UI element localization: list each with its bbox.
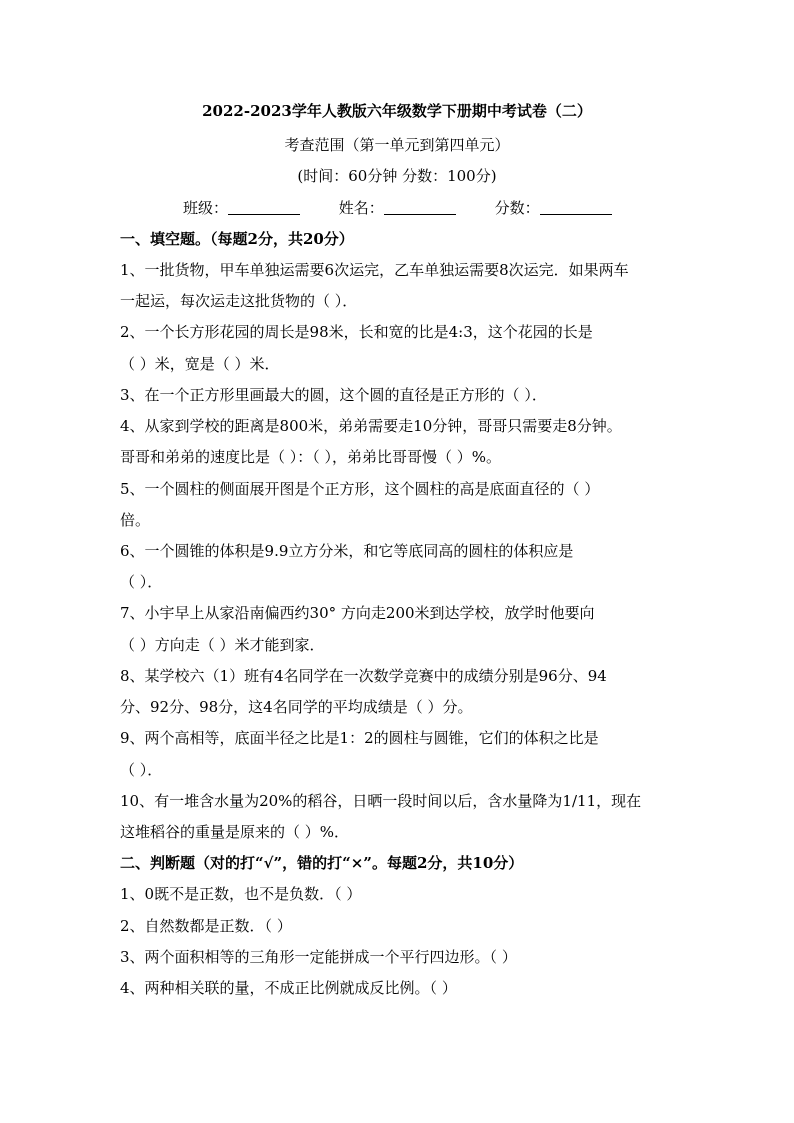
question-line: （ ）．	[120, 761, 163, 779]
question-line: 2、一个长方形花园的周长是98米，长和宽的比是4:3，这个花园的长是	[120, 323, 593, 341]
score-label: 分数：	[494, 199, 540, 217]
question-line: 3、在一个正方形里画最大的圆，这个圆的直径是正方形的（ ）．	[120, 386, 547, 404]
question-line: 9、两个高相等，底面半径之比是1：2的圆柱与圆锥，它们的体积之比是	[120, 729, 599, 747]
question-line: 10、有一堆含水量为20%的稻谷，日晒一段时间以后，含水量降为1/11，现在	[120, 792, 642, 810]
score-field	[495, 197, 612, 218]
question-line: 8、某学校六（1）班有4名同学在一次数学竞赛中的成绩分别是96分、94	[120, 667, 607, 685]
name-label: 姓名：	[338, 199, 384, 217]
question-line: 4、从家到学校的距离是800米，弟弟需要走10分钟，哥哥只需要走8分钟。	[120, 417, 622, 435]
question-line: 6、一个圆锥的体积是9.9立方分米，和它等底同高的圆柱的体积应是	[120, 542, 574, 560]
exam-title: 2022-2023学年人教版六年级数学下册期中考试卷（二）	[202, 102, 592, 120]
exam-time-info: (时间：60分钟 分数：100分)	[297, 167, 497, 185]
question-line: （ ）．	[120, 573, 163, 591]
question-line: 5、一个圆柱的侧面展开图是个正方形，这个圆柱的高是底面直径的（ ）	[120, 480, 600, 498]
judgment-line: 4、两种相关联的量，不成正比例就成反比例。（ ）	[120, 979, 457, 997]
score-blank[interactable]	[540, 200, 612, 215]
name-field	[339, 197, 456, 218]
question-line: （ ）方向走（ ）米才能到家．	[120, 636, 325, 654]
name-blank[interactable]	[384, 200, 456, 215]
student-info-fields	[183, 197, 646, 218]
judgment-line: 3、两个面积相等的三角形一定能拼成一个平行四边形。（ ）	[120, 948, 517, 966]
section2-heading: 二、判断题（对的打“√”，错的打“×”。每题2分，共10分）	[120, 854, 524, 872]
question-line: 一起运，每次运走这批货物的（ ）．	[120, 292, 358, 310]
question-line: 7、小宇早上从家沿南偏西约30° 方向走200米到达学校，放学时他要向	[120, 604, 595, 622]
question-line: 分、92分、98分，这4名同学的平均成绩是（ ）分。	[120, 698, 473, 716]
question-line: 1、一批货物，甲车单独运需要6次运完，乙车单独运需要8次运完．如果两车	[120, 261, 629, 279]
section1-heading: 一、填空题。（每题2分，共20分）	[120, 230, 354, 248]
question-line: 这堆稻谷的重量是原来的（ ）%．	[120, 823, 350, 841]
class-label: 班级：	[183, 199, 229, 217]
judgment-line: 2、自然数都是正数．（ ）	[120, 917, 292, 935]
question-line: （ ）米，宽是（ ）米．	[120, 355, 280, 373]
class-blank[interactable]	[228, 200, 300, 215]
question-line: 倍。	[120, 511, 151, 529]
judgment-line: 1、0既不是正数，也不是负数．（ ）	[120, 885, 362, 903]
class-field	[183, 197, 300, 218]
question-line: 哥哥和弟弟的速度比是（ ）：（ ），弟弟比哥哥慢（ ）%。	[120, 448, 502, 466]
exam-scope: 考查范围（第一单元到第四单元）	[284, 136, 510, 154]
